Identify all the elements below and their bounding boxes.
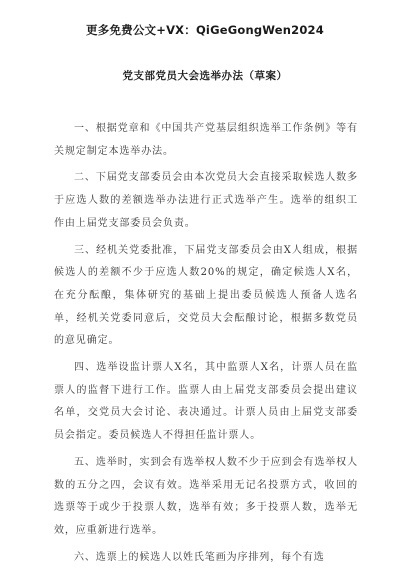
promo-header: 更多免费公文+VX：QiGeGongWen2024 xyxy=(86,23,324,37)
document-title: 党支部党员大会选举办法（草案） xyxy=(122,70,288,82)
paragraph-6: 六、选票上的候选人以姓氏笔画为序排列，每个有选 xyxy=(74,551,325,563)
paragraph-1: 一、根据党章和《中国共产党基层组织选举工作条例》等有关规定制定本选举办法。 xyxy=(54,123,358,157)
paragraph-4: 四、选举设监计票人X名，其中监票人X名，计票人员在监票人的监督下进行工作。监票人由上届党支部委员会提出建议名单，交党员大会讨论、表决通过。计票人员由上届党支部委员会指定。委员候选人不得担任监计票人。 xyxy=(54,362,358,442)
paragraph-2: 二、下届党支部委员会由本次党员大会直接采取候选人数多于应选人数的差额选举办法进行正式选举产生。选举的组织工作由上届党支部委员会负责。 xyxy=(54,172,358,229)
paragraph-5: 五、选举时，实到会有选举权人数不少于应到会有选举权人数的五分之四，会议有效。选举采用无记名投票方式，收回的选票等于或少于投票人数，选举有效；多于投票人数，选举无效，应重新进行选举。 xyxy=(54,456,358,536)
paragraph-3: 三、经机关党委批准，下届党支部委员会由X人组成，根据候选人的差额不少于应选人数20%的规定，确定候选人X名，在充分酝酿，集体研究的基础上提出委员候选人预备人选名单，经机关党委同意后，交党员大会酝酿讨论，根据多数党员的意见确定。 xyxy=(54,244,358,347)
document-body xyxy=(54,118,358,573)
